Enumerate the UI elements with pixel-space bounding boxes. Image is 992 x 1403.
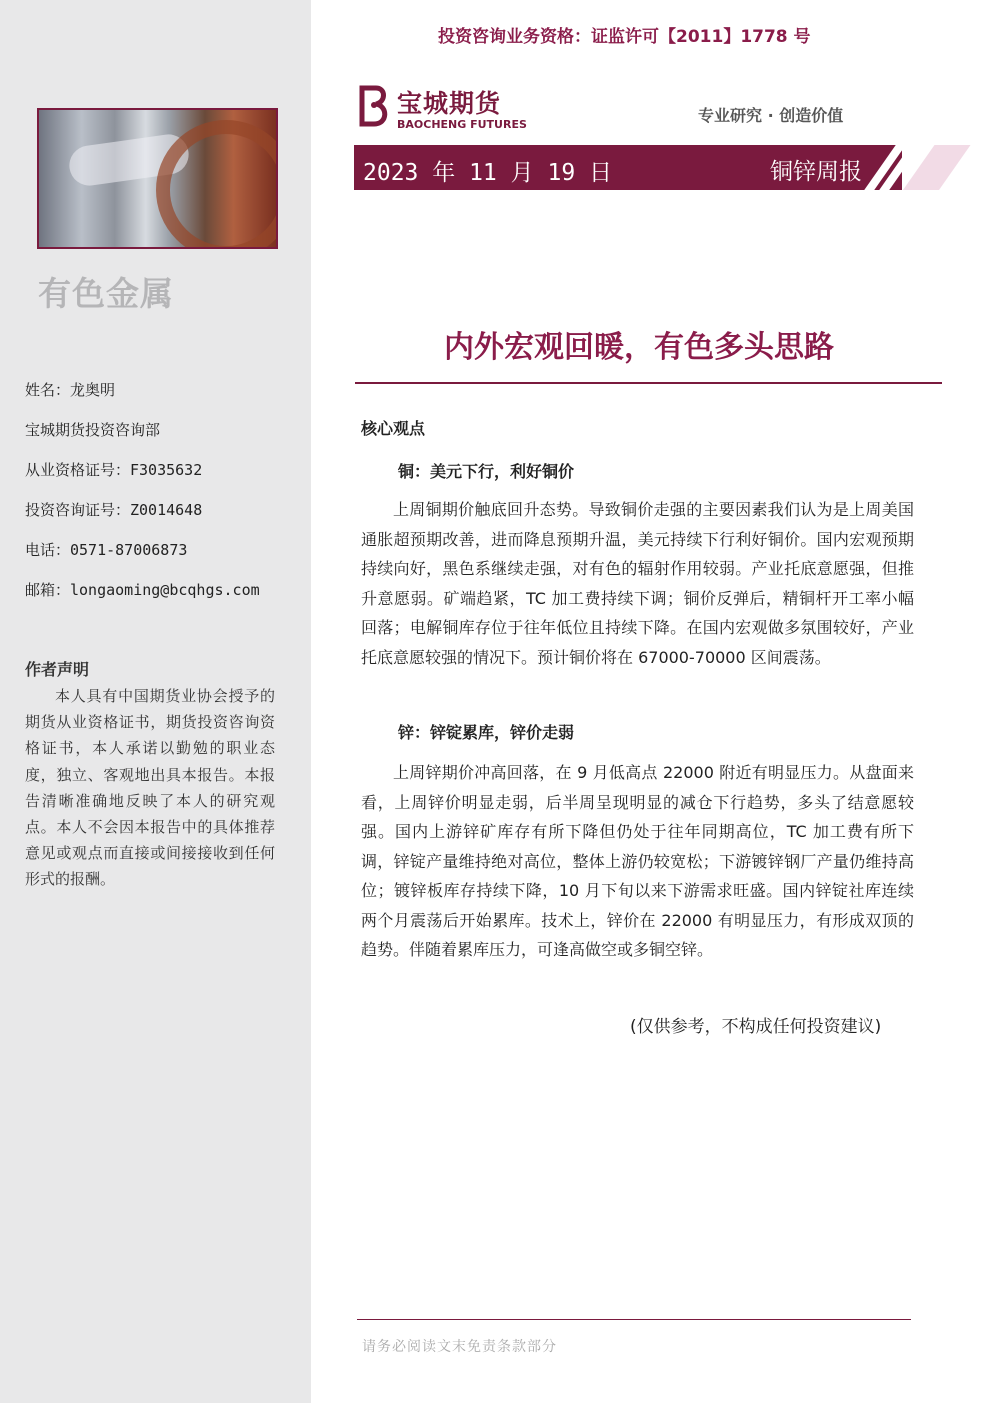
copper-heading: 铜：美元下行，利好铜价 — [398, 462, 575, 481]
investment-disclaimer: (仅供参考，不构成任何投资建议) — [630, 1017, 882, 1037]
sector-label: 有色金属 — [38, 274, 174, 313]
core-heading: 核心观点 — [361, 419, 426, 438]
copper-body: 上周铜期价触底回升态势。导致铜价走强的主要因素我们认为是上周美国通胀超预期改善，进而降息预期升温，美元持续下行利好铜价。国内宏观预期持续向好，黑色系继续走强，对有色的辐射作用较弱。产业托底意愿强，但推升意愿弱。矿端趋紧，TC 加工费持续下调；铜价反弹后，精铜杆开工率小幅回落；电解铜库存位于往年低位且持续下降。在国内宏观做多氛围较好，产业托底意愿较强的情况下。预计铜价将在 67000-70000 区间震荡。 — [361, 500, 914, 667]
footer-divider — [357, 1319, 911, 1320]
company-logo-icon — [356, 84, 392, 128]
report-date: 2023 年 11 月 19 日 — [363, 160, 613, 186]
cover-photo — [37, 108, 278, 249]
analyst-department: 宝城期货投资咨询部 — [25, 421, 161, 439]
license-line: 投资咨询业务资格：证监许可【2011】1778 号 — [438, 27, 811, 47]
report-type: 铜锌周报 — [770, 159, 862, 185]
slogan: 专业研究 · 创造价值 — [698, 106, 844, 125]
footer-note: 请务必阅读文末免责条款部分 — [362, 1339, 557, 1355]
date-banner — [354, 145, 902, 190]
logo-chinese-name: 宝城期货 — [397, 89, 502, 118]
analyst-phone: 电话：0571-87006873 — [25, 541, 188, 559]
zinc-heading: 锌：锌锭累库，锌价走弱 — [398, 723, 575, 742]
title-divider — [355, 382, 942, 384]
zinc-body: 上周锌期价冲高回落，在 9 月低高点 22000 附近有明显压力。从盘面来看，上周锌价明显走弱，后半周呈现明显的减仓下行趋势，多头了结意愿较强。国内上游锌矿库存有所下降但仍处于往年同期高位，TC 加工费有所下调，锌锭产量维持绝对高位，整体上游仍较宽松；下游镀锌钢厂产量仍维持高位；镀锌板库存持续下降，10 月下旬以来下游需求旺盛。国内锌锭社库连续两个月震荡后开始累库。技术上，锌价在 22000 有明显压力，有形成双顶的趋势。伴随着累库压力，可逢高做空或多铜空锌。 — [361, 763, 914, 959]
logo-english-name: BAOCHENG FUTURES — [397, 118, 527, 131]
report-title: 内外宏观回暖，有色多头思路 — [444, 330, 834, 365]
analyst-consult-cert: 投资咨询证号：Z0014648 — [25, 501, 203, 519]
analyst-email[interactable]: 邮箱：longaoming@bcqhgs.com — [25, 581, 260, 599]
analyst-qualification: 从业资格证号：F3035632 — [25, 461, 203, 479]
declaration-text: 本人具有中国期货业协会授予的期货从业资格证书，期货投资咨询资格证书，本人承诺以勤勉的职业态度，独立、客观地出具本报告。本报告清晰准确地反映了本人的研究观点。本人不会因本报告中的具体推荐意见或观点而直接或间接接收到任何形式的报酬。 — [25, 687, 275, 889]
declaration-title: 作者声明 — [25, 660, 90, 679]
analyst-name: 姓名：龙奥明 — [25, 381, 116, 399]
